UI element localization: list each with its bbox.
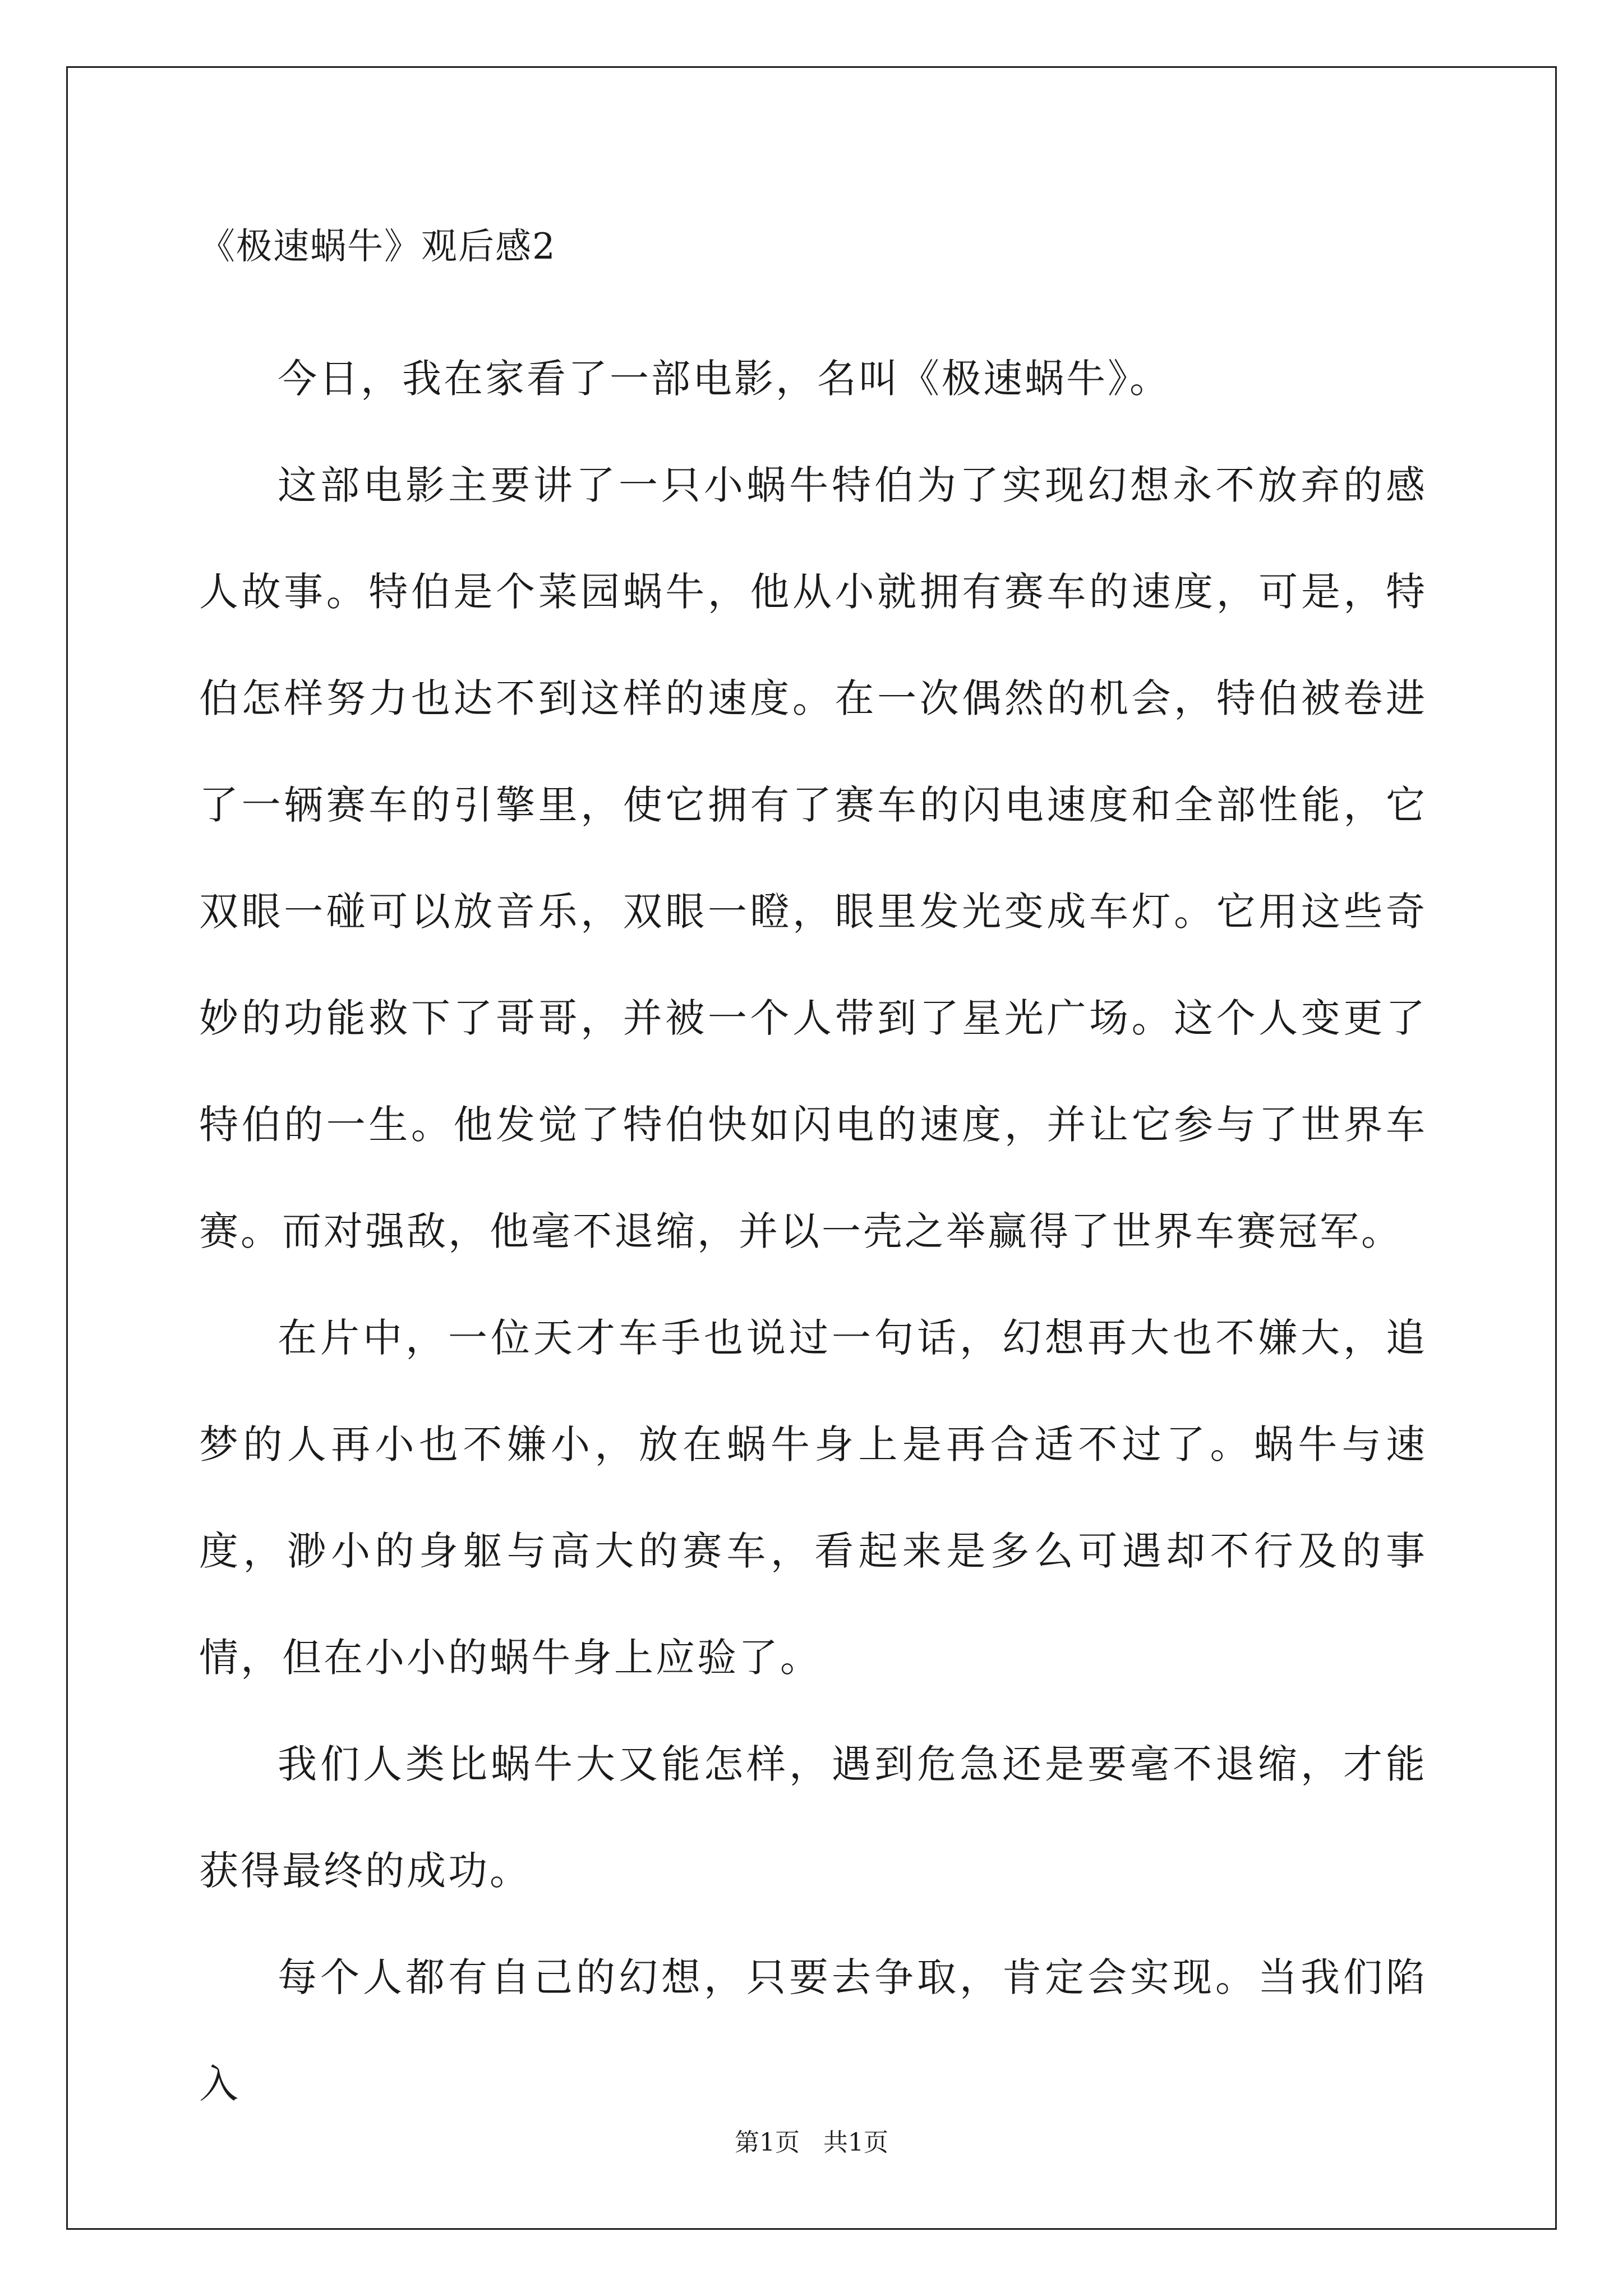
paragraph-1: 今日，我在家看了一部电影，名叫《极速蜗牛》。: [278, 356, 1171, 402]
document-title: 《极速蜗牛》观后感2: [199, 226, 556, 268]
paragraph-3: 在片中，一位天才车手也说过一句话，幻想再大也不嫌大，追梦的人再小也不嫌小，放在蜗牛身上是再合适不过了。蜗牛与速度，渺小的身躯与高大的赛车，看起来是多么可遇却不行及的事情，但在小小的蜗牛身上应验了。: [199, 1315, 1427, 1681]
document-body: [199, 213, 1427, 2137]
paragraph-5: 每个人都有自己的幻想，只要去争取，肯定会实现。当我们陷入: [199, 1954, 1427, 2107]
paragraph-2: 这部电影主要讲了一只小蜗牛特伯为了实现幻想永不放弃的感人故事。特伯是个菜园蜗牛，他从小就拥有赛车的速度，可是，特伯怎样努力也达不到这样的速度。在一次偶然的机会，特伯被卷进了一辆赛车的引擎里，使它拥有了赛车的闪电速度和全部性能，它双眼一碰可以放音乐，双眼一瞪，眼里发光变成车灯。它用这些奇妙的功能救下了哥哥，并被一个人带到了星光广场。这个人变更了特伯的一生。他发觉了特伯快如闪电的速度，并让它参与了世界车赛。而对强敌，他毫不退缩，并以一壳之举赢得了世界车赛冠军。: [199, 462, 1427, 1254]
paragraph-4: 我们人类比蜗牛大又能怎样，遇到危急还是要毫不退缩，才能获得最终的成功。: [199, 1741, 1427, 1894]
page-footer: 第1页 共1页: [735, 2128, 888, 2157]
